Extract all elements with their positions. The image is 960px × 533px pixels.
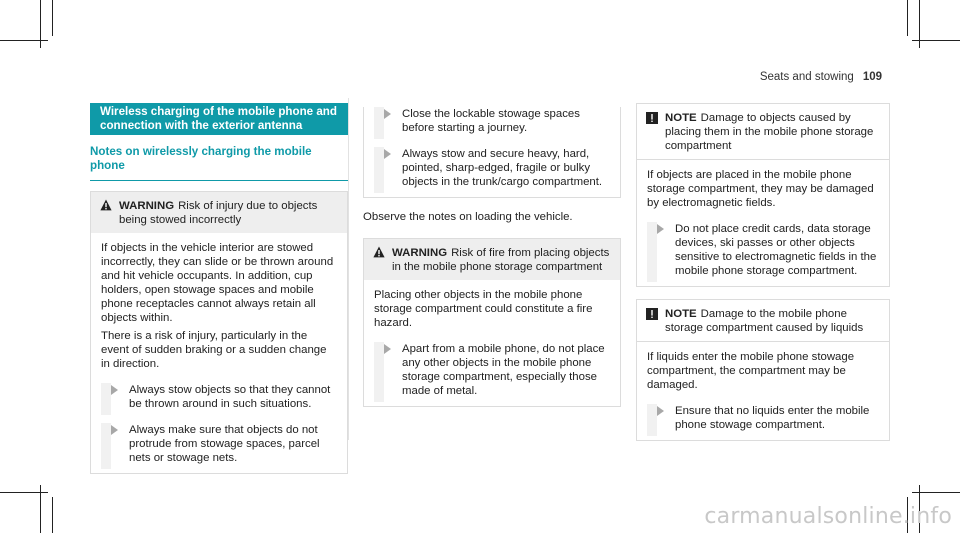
column-divider	[348, 98, 349, 440]
arrow-right-icon	[111, 425, 118, 435]
arrow-right-icon	[384, 109, 391, 119]
arrow-right-icon	[384, 344, 391, 354]
page-number: 109	[862, 71, 882, 83]
section-name: Seats and stowing	[759, 71, 854, 83]
instruction-bullet	[647, 222, 879, 278]
bullet-bar	[647, 222, 657, 282]
warning-paragraph: There is a risk of injury, particularly in the event of sudden braking or a sudden change in direction.	[101, 330, 327, 370]
warning-box	[90, 191, 348, 474]
bullet-bar	[647, 404, 657, 436]
warning-header	[91, 192, 347, 233]
observe-text: Observe the notes on loading the vehicle.	[363, 211, 573, 223]
instruction-bullet	[374, 342, 610, 398]
note-label: NOTE	[665, 112, 697, 124]
warning-box	[363, 238, 621, 407]
warning-triangle-icon	[373, 246, 385, 258]
crop-mark	[912, 40, 960, 41]
bullet-text: Always stow objects so that they cannot be thrown around in such situations.	[129, 384, 331, 410]
crop-mark	[52, 0, 53, 36]
bullet-bar	[374, 147, 384, 193]
bullet-text: Close the lockable stowage spaces before starting a journey.	[402, 108, 580, 134]
column-2	[363, 103, 621, 407]
bullet-text: Apart from a mobile phone, do not place any other objects in the mobile phone storage compartment, especially those made of metal.	[402, 343, 605, 397]
note-box	[636, 299, 890, 441]
arrow-right-icon	[657, 406, 664, 416]
instruction-bullet	[101, 423, 337, 465]
bullet-text: Always make sure that objects do not protrude from stowage spaces, parcel nets or stowage nets.	[129, 424, 320, 464]
note-header	[637, 300, 889, 341]
column-3	[636, 103, 890, 441]
warning-label: WARNING	[119, 200, 175, 212]
note-header	[637, 104, 889, 159]
continuation-body	[364, 107, 620, 197]
warning-body	[364, 280, 620, 406]
crop-mark	[907, 0, 908, 36]
note-headline: Damage to objects caused by placing them in the mobile phone storage compartment	[665, 112, 874, 152]
warning-continuation-box	[363, 107, 621, 198]
arrow-right-icon	[657, 224, 664, 234]
crop-mark	[0, 492, 48, 493]
page-header	[760, 71, 882, 83]
note-paragraph: If objects are placed in the mobile phone storage compartment, they may be damaged by electromagnetic fields.	[647, 169, 874, 209]
bullet-text: Always stow and secure heavy, hard, pointed, sharp-edged, fragile or bulky objects in the trunk/cargo compartment.	[402, 148, 603, 188]
bullet-text: Do not place credit cards, data storage devices, ski passes or other objects sensitive to electromagnetic fields in the mobile phone storage compartment.	[675, 223, 877, 277]
bullet-text: Ensure that no liquids enter the mobile phone stowage compartment.	[675, 405, 870, 431]
warning-headline: Risk of fire from placing objects in the mobile phone storage compartment	[392, 247, 610, 273]
note-exclamation-icon	[646, 112, 658, 124]
warning-label: WARNING	[392, 247, 448, 259]
watermark: carmanualsonline.info	[704, 504, 952, 529]
note-body	[637, 342, 889, 440]
section-title: Wireless charging of the mobile phone and connection with the exterior antenna	[90, 103, 348, 135]
warning-triangle-icon	[100, 199, 112, 211]
warning-body	[91, 233, 347, 473]
note-body	[637, 160, 889, 286]
arrow-right-icon	[111, 385, 118, 395]
instruction-bullet	[374, 107, 610, 135]
note-label: NOTE	[665, 308, 697, 320]
note-box	[636, 103, 890, 287]
note-headline: Damage to the mobile phone storage compartment caused by liquids	[665, 308, 864, 334]
note-paragraph: If liquids enter the mobile phone stowage compartment, the compartment may be damaged.	[647, 351, 855, 391]
instruction-bullet	[374, 147, 610, 189]
bullet-bar	[374, 342, 384, 402]
crop-mark	[912, 492, 960, 493]
note-exclamation-icon	[646, 308, 658, 320]
bullet-bar	[374, 107, 384, 139]
warning-header	[364, 239, 620, 280]
warning-headline: Risk of injury due to objects being stowed incorrectly	[119, 200, 318, 226]
bullet-bar	[101, 423, 111, 469]
arrow-right-icon	[384, 149, 391, 159]
crop-mark	[52, 497, 53, 533]
warning-paragraph: If objects in the vehicle interior are stowed incorrectly, they can slide or be thrown around and hit vehicle occupants. In addition, cup holders, open stowage spaces and mobile phone receptacles cannot always retain all objects within.	[101, 242, 334, 324]
instruction-bullet	[647, 404, 879, 432]
warning-paragraph: Placing other objects in the mobile phone storage compartment could constitute a fire hazard.	[374, 289, 593, 329]
section-subtitle: Notes on wirelessly charging the mobile phone	[90, 145, 348, 181]
crop-mark	[0, 40, 48, 41]
column-1	[90, 103, 348, 474]
bullet-bar	[101, 383, 111, 415]
instruction-bullet	[101, 383, 337, 411]
